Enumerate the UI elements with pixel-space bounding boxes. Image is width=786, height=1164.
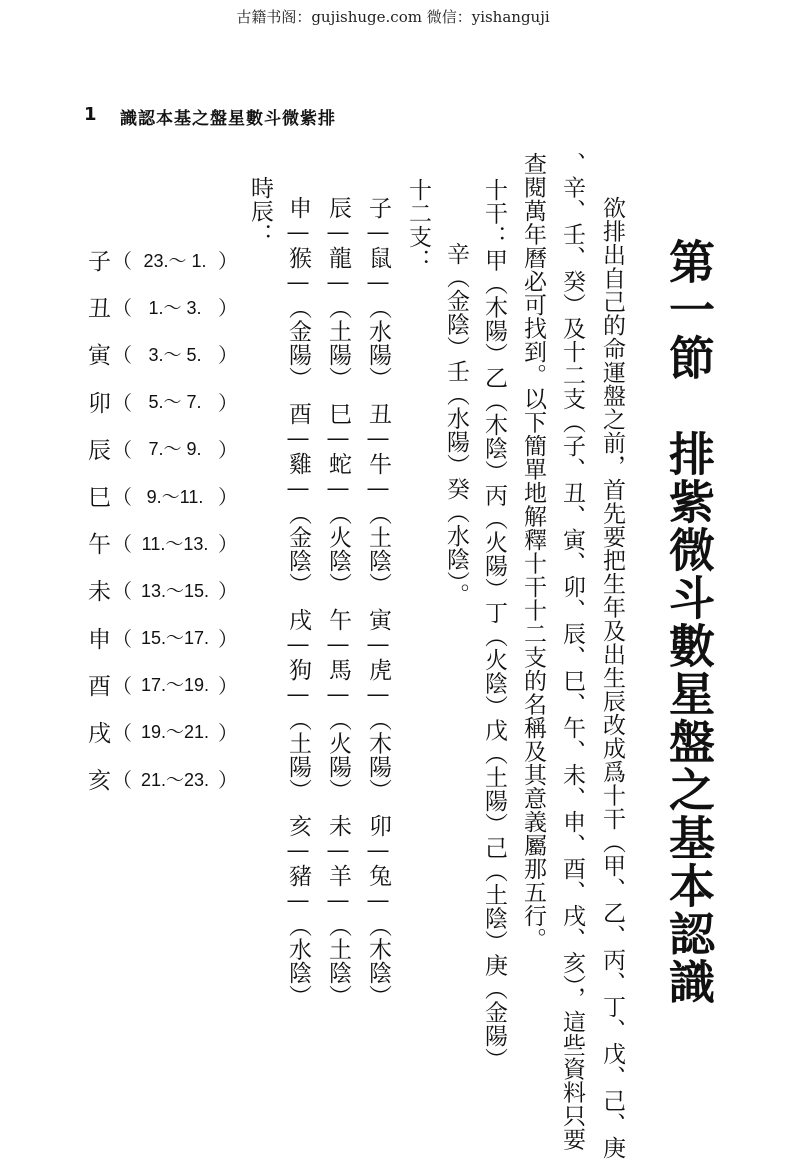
list-item: 子 （ 23.～ 1. ） [88, 249, 238, 276]
list-item: 巳 （ 9.～11. ） [88, 485, 238, 512]
branches-row-3: 申—猴—（金陽） 酉—雞—（金陰） 戌—狗—（土陽） 亥—豬—（水陰） [285, 196, 311, 1008]
list-item: 寅 （ 3.～ 5. ） [88, 343, 238, 370]
section-title: 第一節 排紫微斗數星盤之基本認識 [662, 238, 716, 1006]
branches-row-2: 辰—龍—（土陽） 巳—蛇—（火陰） 午—馬—（火陽） 未—羊—（土陰） [325, 196, 351, 1008]
list-item: 戌 （ 19.～21. ） [88, 720, 238, 747]
list-item: 午 （ 11.～13. ） [88, 532, 238, 559]
twelve-branches-heading: 十二支： [405, 178, 431, 272]
page-number: 1 [84, 104, 97, 125]
branches-row-1: 子—鼠—（水陽） 丑—牛—（土陰） 寅—虎—（木陽） 卯—兔—（木陰） [365, 196, 391, 1008]
hours-heading: 時辰： [247, 176, 273, 247]
watermark: 古籍书阁：gujishuge.com 微信：yishanguji [236, 8, 550, 26]
hours-list [88, 236, 238, 802]
list-item: 未 （ 13.～15. ） [88, 579, 238, 606]
paragraph-line-1: 欲排出自己的命運盤之前，首先要把生年及出生辰改成爲十干（甲、乙、丙、丁、戊、己、庚 [599, 196, 625, 1160]
running-title: 識認本基之盤星數斗微紫排 [120, 109, 336, 129]
list-item: 卯 （ 5.～ 7. ） [88, 390, 238, 417]
ten-stems-line-2: 辛（金陰）壬（水陽）癸（水陰）。 [443, 242, 469, 607]
list-item: 丑 （ 1.～ 3. ） [88, 296, 238, 323]
list-item: 辰 （ 7.～ 9. ） [88, 437, 238, 464]
list-item: 亥 （ 21.～23. ） [88, 768, 238, 795]
list-item: 申 （ 15.～17. ） [88, 626, 238, 653]
paragraph-line-2: 、辛、壬、癸）及十二支（子、丑、寅、卯、辰、巳、午、未、申、酉、戌、亥），這些資料只要 [559, 152, 585, 1151]
list-item: 酉 （ 17.～19. ） [88, 673, 238, 700]
ten-stems-line-1: 十干：甲（木陽）乙（木陰）丙（火陽）丁（火陰）戊（土陽）己（土陰）庚（金陽） [481, 178, 507, 1071]
paragraph-line-3: 查閱萬年曆必可找到。以下簡單地解釋十干十二支的名稱及其意義屬那五行。 [520, 152, 546, 951]
